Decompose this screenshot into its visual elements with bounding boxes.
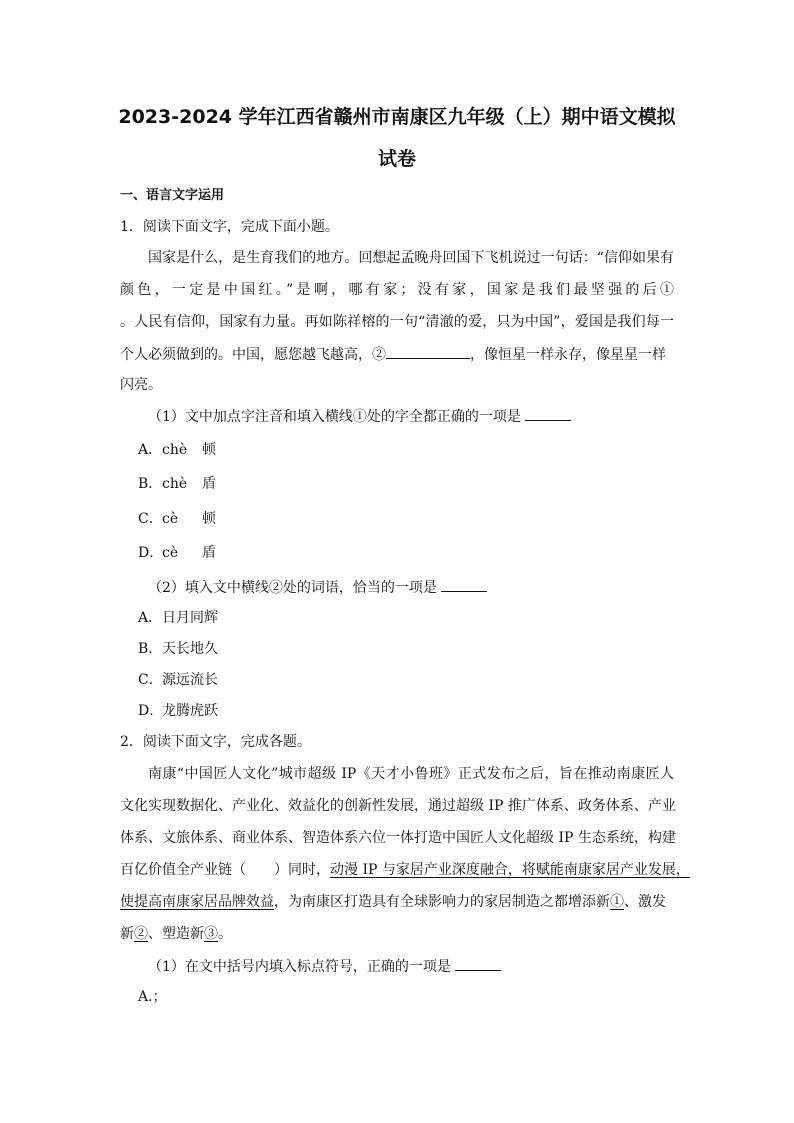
question-1-stem: 1．阅读下面文字，完成下面小题。 (120, 219, 339, 235)
option-item (138, 610, 218, 626)
q2-passage-text: 、塑造新 (148, 926, 204, 942)
q2-passage-line: 体系、文旅体系、商业体系、智造体系六位一体打造中国匠人文化超级 IP 生态系统，构建 (120, 830, 676, 846)
option-letter: D． (138, 545, 164, 561)
option-letter: B． (138, 476, 163, 492)
option-text: 天长地久 (162, 641, 218, 657)
answer-blank (441, 579, 487, 592)
q2-passage-text: ，为南康区打造具有全球影响力的家居制造之都增添新 (274, 894, 610, 910)
option-char: 盾 (202, 476, 216, 492)
option-text: 源远流长 (162, 672, 218, 688)
question-2-stem: 2．阅读下面文字，完成各题。 (120, 734, 311, 750)
q1-passage-line: 国家是什么，是生育我们的地方。回想起孟晚舟回国下飞机说过一句话：“信仰如果有 (148, 250, 674, 266)
underlined-sentence: 动漫 IP 与家居产业深度融合，将赋能南康家居产业发展， (330, 862, 690, 878)
section-heading: 一、语言文字运用 (120, 188, 225, 203)
q2-passage-line (120, 862, 690, 878)
q2-passage-line: 文化实现数据化、产业化、效益化的创新性发展，通过超级 IP 推广体系、政务体系、产业 (120, 798, 676, 814)
underlined-sentence: 使提高南康家居品牌效益 (120, 894, 274, 910)
q2-passage-text: 百亿价值全产业链（ ）同时， (120, 862, 330, 878)
q2-passage-line: 南康“中国匠人文化”城市超级 IP《天才小鲁班》正式发布之后，旨在推动南康匠人 (148, 766, 674, 782)
q2-sub1-stem (148, 958, 501, 975)
option-item (138, 511, 216, 527)
option-letter: D． (138, 703, 164, 719)
q1-passage-line: 颜色，一定是中国红。”是啊，哪有家；没有家，国家是我们最坚强的后① (120, 282, 674, 298)
q2-passage-line (120, 926, 232, 942)
exam-title-line1: 2023-2024 学年江西省赣州市南康区九年级（上）期中语文模拟 (118, 106, 676, 128)
q1-passage-line: 。人民有信仰，国家有力量。再如陈祥榕的一句“清澈的爱，只为中国”，爱国是我们每一 (120, 314, 674, 330)
blank-marker: ② (134, 926, 148, 942)
answer-blank (455, 958, 501, 971)
blank-marker: ③ (204, 926, 218, 942)
option-letter: B． (138, 641, 163, 657)
option-item (138, 442, 216, 458)
option-char: 顿 (202, 511, 216, 527)
q2-passage-text: 、激发 (624, 894, 666, 910)
option-item (138, 641, 218, 657)
q1-sub2-stem-text: （2）填入文中横线②处的词语，恰当的一项是 (148, 580, 437, 596)
q1-passage-line (120, 346, 666, 363)
option-letter: C． (138, 511, 163, 527)
exam-title-line2: 试卷 (377, 148, 416, 170)
option-item (138, 703, 218, 719)
option-char: 顿 (202, 442, 216, 458)
q1-passage-line: 闪亮。 (120, 377, 162, 393)
q1-sub1-stem-text: （1）文中加点字注音和填入横线①处的字全都正确的一项是 (148, 409, 521, 425)
q2-passage-line (120, 894, 666, 910)
option-pinyin: chè (162, 476, 188, 492)
blank-line (386, 346, 470, 359)
option-char: 盾 (202, 545, 216, 561)
q1-sub1-stem (148, 408, 571, 425)
option-item (138, 476, 216, 492)
answer-blank (525, 408, 571, 421)
option-item: A.； (138, 989, 167, 1005)
option-pinyin: cè (162, 511, 179, 527)
option-pinyin: chè (162, 442, 188, 458)
option-letter: A． (138, 442, 163, 458)
q2-passage-text: 。 (218, 926, 232, 942)
q1-sub2-stem (148, 579, 487, 596)
q2-sub1-stem-text: （1）在文中括号内填入标点符号，正确的一项是 (148, 959, 451, 975)
option-text: 日月同辉 (162, 610, 218, 626)
option-item (138, 672, 218, 688)
option-letter: A． (138, 610, 163, 626)
option-item (138, 545, 216, 561)
option-pinyin: cè (162, 545, 179, 561)
option-letter: C． (138, 672, 163, 688)
q1-passage-text: 个人必须做到的。中国，愿您越飞越高，② (120, 347, 386, 363)
option-text: 龙腾虎跃 (162, 703, 218, 719)
q1-passage-text: ，像恒星一样永存，像星星一样 (470, 347, 666, 363)
q2-passage-text: 新 (120, 926, 134, 942)
blank-marker: ① (610, 894, 624, 910)
